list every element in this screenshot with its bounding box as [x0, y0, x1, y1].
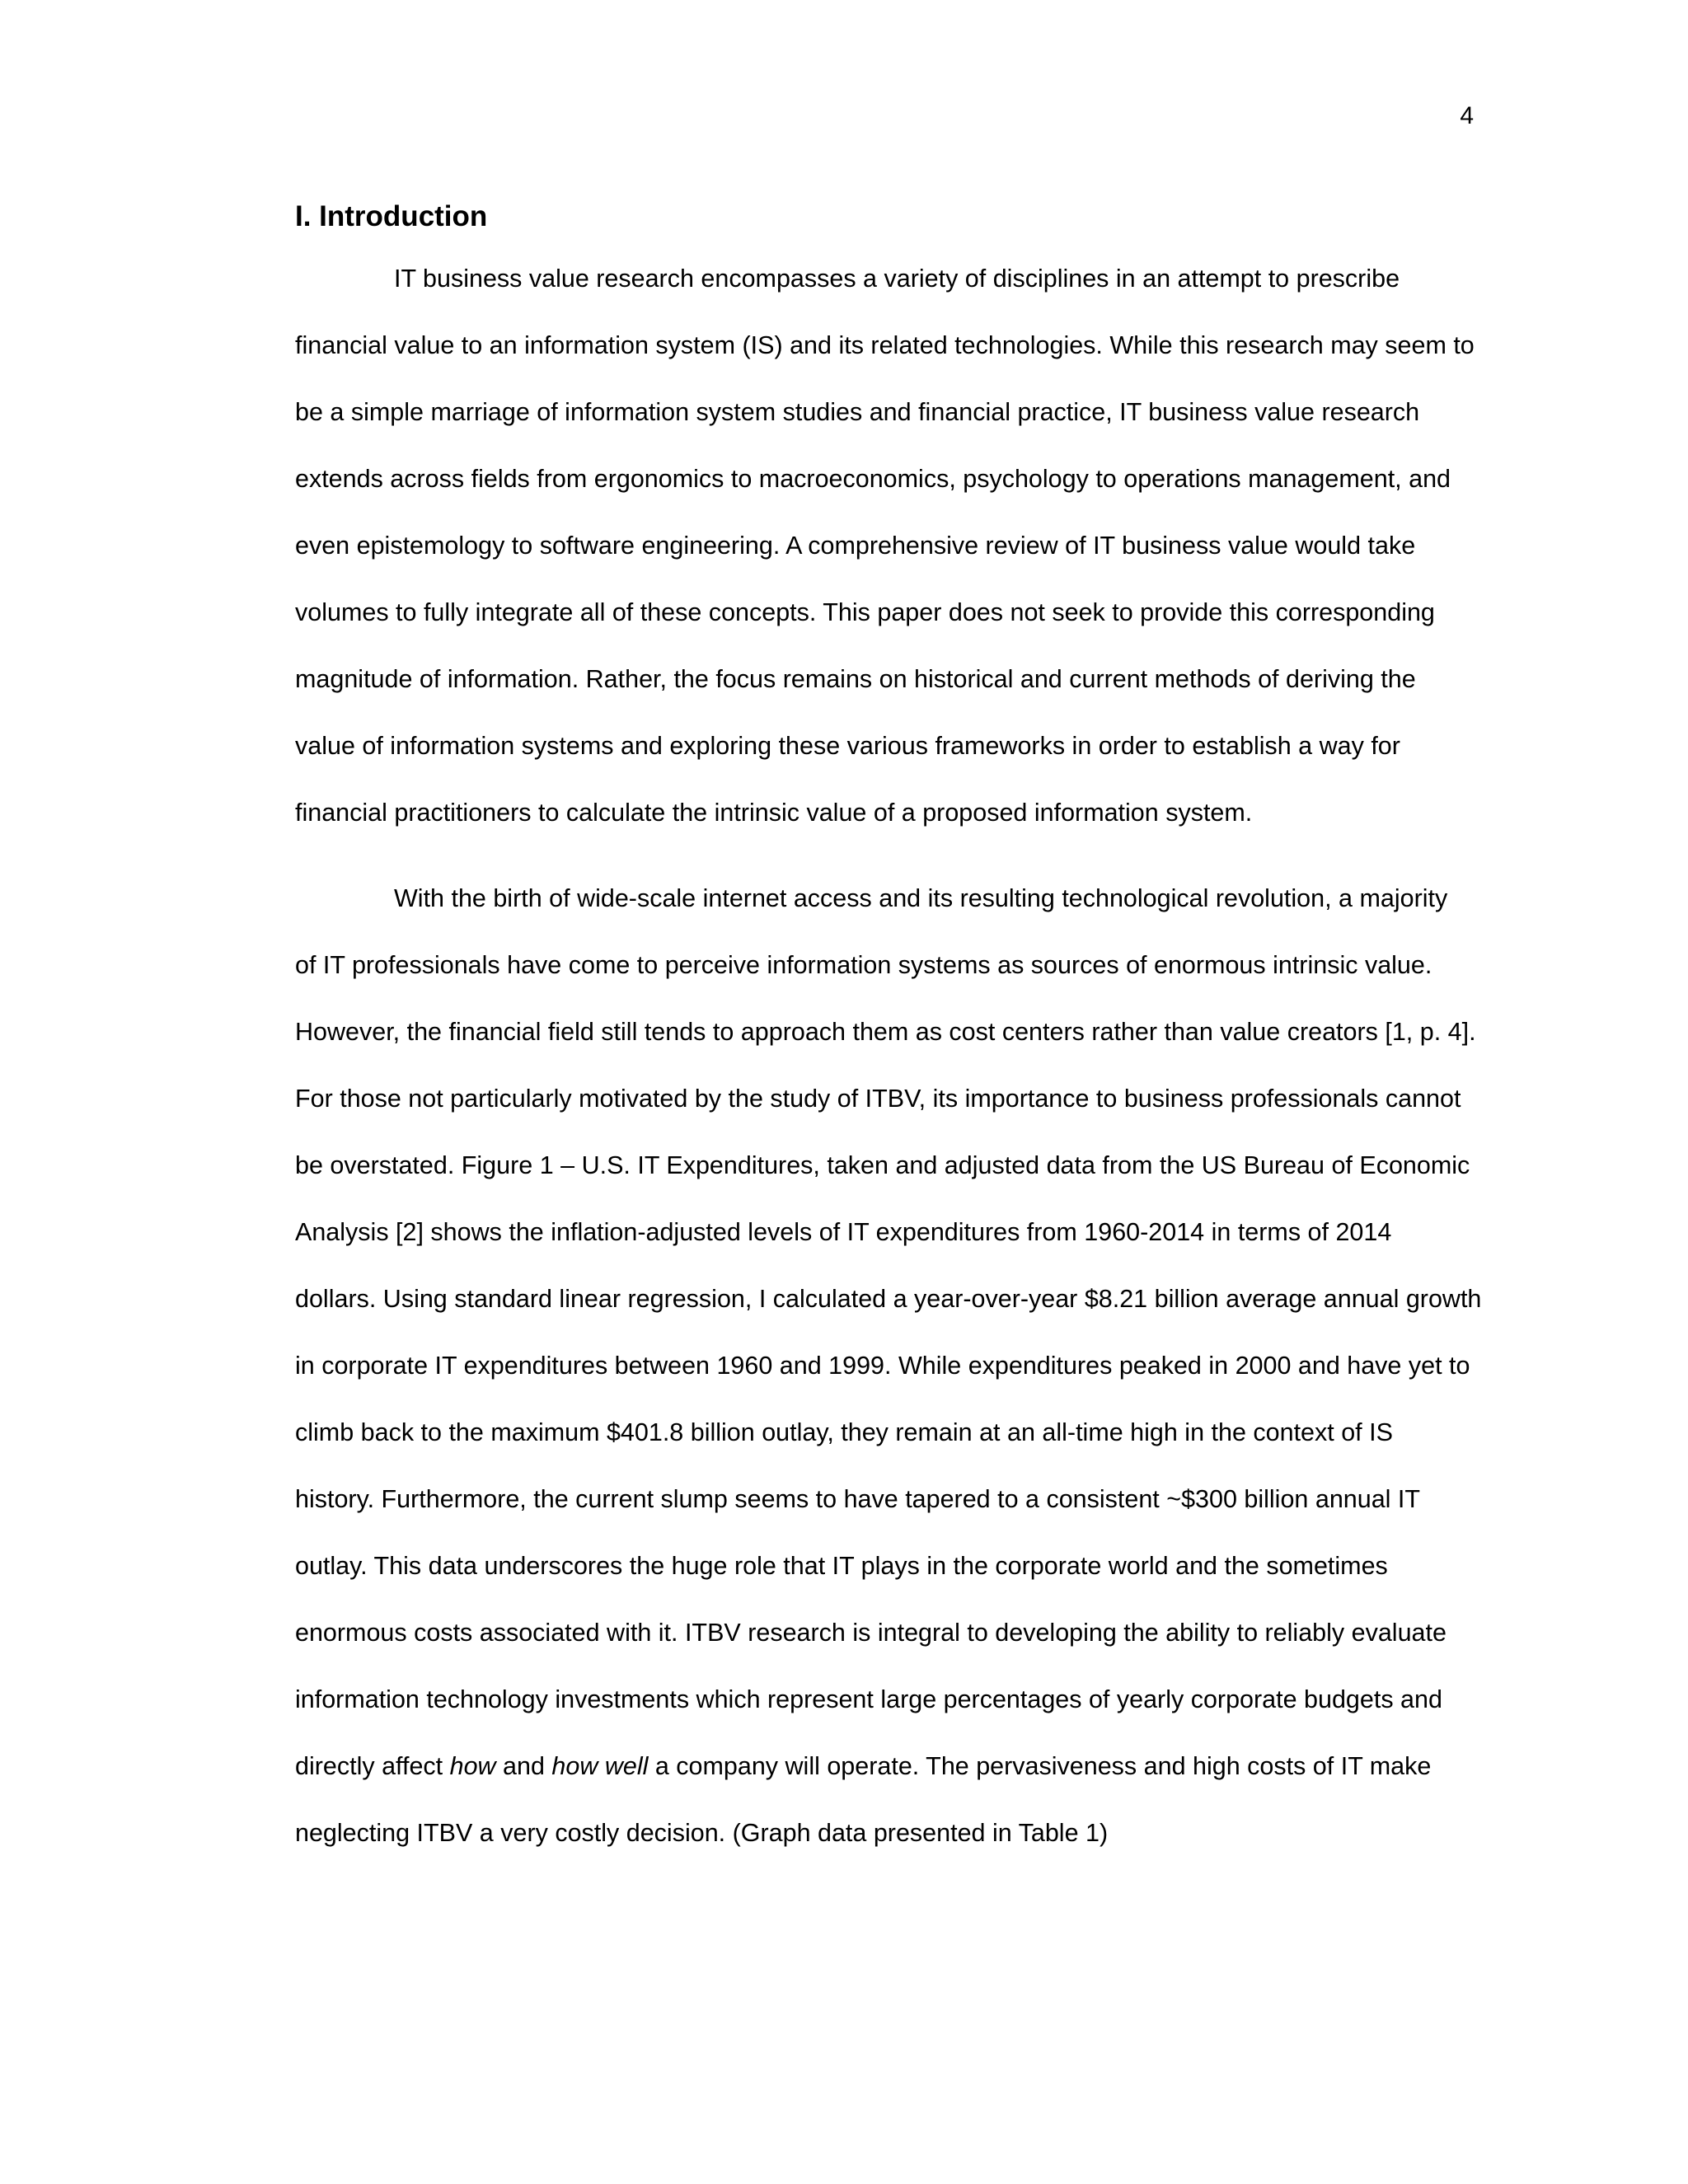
- text-line: With the birth of wide-scale internet access and its resulting technological revolution, a majority: [394, 884, 1448, 912]
- emphasis-how-well: how well: [551, 1752, 649, 1780]
- text-line: financial practitioners to calculate the intrinsic value of a proposed information system.: [295, 799, 1253, 827]
- text-run: a company will operate. The pervasiveness and high costs of IT make: [648, 1752, 1432, 1780]
- text-line: magnitude of information. Rather, the focus remains on historical and current methods of deriving the: [295, 665, 1416, 693]
- text-line-with-emphasis: [295, 1733, 1482, 1800]
- paragraph-it-expenditures: [295, 865, 1482, 1867]
- text-line: even epistemology to software engineering. A comprehensive review of IT business value would take: [295, 532, 1416, 560]
- text-line: climb back to the maximum $401.8 billion outlay, they remain at an all-time high in the context of IS: [295, 1418, 1393, 1446]
- text-line: be overstated. Figure 1 – U.S. IT Expenditures, taken and adjusted data from the US Bureau of Economic: [295, 1151, 1470, 1179]
- text-line: extends across fields from ergonomics to macroeconomics, psychology to operations management, and: [295, 465, 1451, 493]
- text-line: outlay. This data underscores the huge role that IT plays in the corporate world and the sometimes: [295, 1552, 1388, 1580]
- text-line: dollars. Using standard linear regression, I calculated a year-over-year $8.21 billion average annual growth: [295, 1285, 1482, 1313]
- text-line: of IT professionals have come to perceive information systems as sources of enormous intrinsic value.: [295, 951, 1432, 979]
- text-line: information technology investments which represent large percentages of yearly corporate budgets and: [295, 1685, 1442, 1713]
- emphasis-how: how: [449, 1752, 496, 1780]
- text-line: financial value to an information system (IS) and its related technologies. While this research may seem to: [295, 331, 1475, 359]
- text-line: in corporate IT expenditures between 1960 and 1999. While expenditures peaked in 2000 and have yet to: [295, 1352, 1470, 1380]
- paragraph-introduction: [295, 246, 1482, 846]
- text-line: value of information systems and exploring these various frameworks in order to establish a way for: [295, 732, 1400, 760]
- text-line: be a simple marriage of information system studies and financial practice, IT business value research: [295, 398, 1420, 426]
- text-line: However, the financial field still tends to approach them as cost centers rather than value creators [1, p. 4].: [295, 1018, 1476, 1046]
- page-number: 4: [1460, 102, 1474, 129]
- text-line: history. Furthermore, the current slump seems to have tapered to a consistent ~$300 billion annual IT: [295, 1485, 1421, 1513]
- text-run: and: [495, 1752, 552, 1780]
- text-line: For those not particularly motivated by the study of ITBV, its importance to business professionals cannot: [295, 1085, 1461, 1113]
- section-heading: I. Introduction: [295, 200, 488, 232]
- text-line: Analysis [2] shows the inflation-adjusted levels of IT expenditures from 1960-2014 in terms of 2014: [295, 1218, 1392, 1246]
- text-line: volumes to fully integrate all of these concepts. This paper does not seek to provide this corresponding: [295, 598, 1435, 626]
- text-line: IT business value research encompasses a variety of disciplines in an attempt to prescribe: [394, 265, 1400, 293]
- text-line: enormous costs associated with it. ITBV research is integral to developing the ability to reliably evaluate: [295, 1619, 1447, 1647]
- text-run: directly affect: [295, 1752, 450, 1780]
- text-line: neglecting ITBV a very costly decision. (Graph data presented in Table 1): [295, 1819, 1109, 1847]
